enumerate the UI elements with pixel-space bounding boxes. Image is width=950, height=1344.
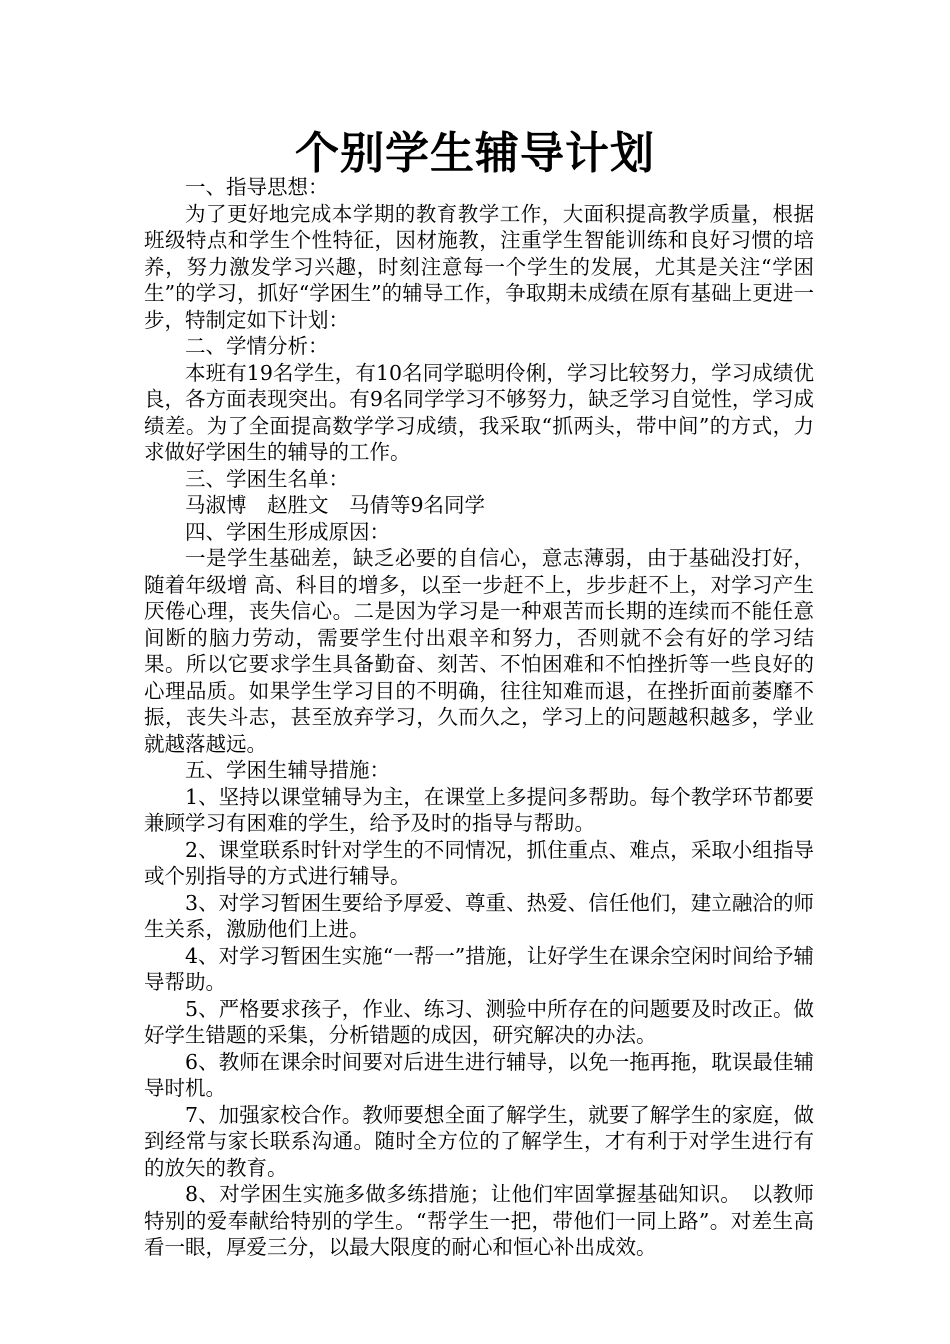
measure-item: 4、对学习暂困生实施“一帮一”措施，让好学生在课余空闲时间给予辅导帮助。 xyxy=(144,943,814,994)
section-heading-student-list: 三、学困生名单： xyxy=(185,466,349,491)
section-heading-causes: 四、学困生形成原因： xyxy=(185,519,390,544)
document-body xyxy=(144,174,814,1261)
measure-item: 3、对学习暂困生要给予厚爱、尊重、热爱、信任他们，建立融洽的师生关系，激励他们上进。 xyxy=(144,890,814,941)
measure-item: 5、严格要求孩子，作业、练习、测验中所存在的问题要及时改正。做好学生错题的采集，分析错题的成因，研究解决的办法。 xyxy=(144,996,814,1047)
section-heading-guiding-ideology: 一、指导思想： xyxy=(185,175,329,199)
paragraph: 一是学生基础差，缺乏必要的自信心，意志薄弱，由于基础没打好，随着年级增 高、科目的增多，以至一步赶不上，步步赶不上，对学习产生厌倦心理，丧失信心。二是因为学习是一种艰苦而长期的连续而不能任意间断的脑力劳动，需要学生付出艰辛和努力，否则就不会有好的学习结果。所以它要求学生具备勤奋、刻苦、不怕困难和不怕挫折等一些良好的心理品质。如果学生学习目的不明确，往往知难而退，在挫折面前萎靡不振，丧失斗志，甚至放弃学习，久而久之，学习上的问题越积越多，学业就越落越远。 xyxy=(144,546,814,756)
measure-item: 8、对学困生实施多做多练措施；让他们牢固掌握基础知识。 以教师特别的爱奉献给特别的学生。“帮学生一把，带他们一同上路”。对差生高看一眼，厚爱三分，以最大限度的耐心和恒心补出成效。 xyxy=(144,1182,814,1259)
paragraph: 为了更好地完成本学期的教育教学工作，大面积提高教学质量，根据班级特点和学生个性特征，因材施教，注重学生智能训练和良好习惯的培养，努力激发学习兴趣，时刻注意每一个学生的发展，尤其是关注“学困生”的学习，抓好“学困生”的辅导工作，争取期未成绩在原有基础上更进一步，特制定如下计划： xyxy=(144,201,814,332)
student-list-line: 马淑博 赵胜文 马倩等9名同学 xyxy=(185,493,486,517)
measure-item: 1、坚持以课堂辅导为主，在课堂上多提问多帮助。每个教学环节都要兼顾学习有困难的学生，给予及时的指导与帮助。 xyxy=(144,784,814,835)
measure-item: 7、加强家校合作。教师要想全面了解学生，就要了解学生的家庭，做到经常与家长联系沟通。随时全方位的了解学生，才有利于对学生进行有的放矢的教育。 xyxy=(144,1102,814,1180)
section-heading-situation-analysis: 二、学情分析： xyxy=(185,334,329,358)
measure-item: 2、课堂联系时针对学生的不同情况，抓住重点、难点，采取小组指导或个别指导的方式进行辅导。 xyxy=(144,837,814,888)
paragraph: 本班有19名学生，有10名同学聪明伶俐，学习比较努力，学习成绩优良，各方面表现突出。有9名同学学习不够努力，缺乏学习自觉性，学习成绩差。为了全面提高数学学习成绩，我采取“抓两头，带中间”的方式，力求做好学困生的辅导的工作。 xyxy=(144,360,814,464)
document-title: 个别学生辅导计划 xyxy=(295,128,655,179)
measure-item: 6、教师在课余时间要对后进生进行辅导，以免一拖再拖，耽误最佳辅导时机。 xyxy=(144,1049,814,1100)
section-heading-measures: 五、学困生辅导措施： xyxy=(185,758,390,782)
